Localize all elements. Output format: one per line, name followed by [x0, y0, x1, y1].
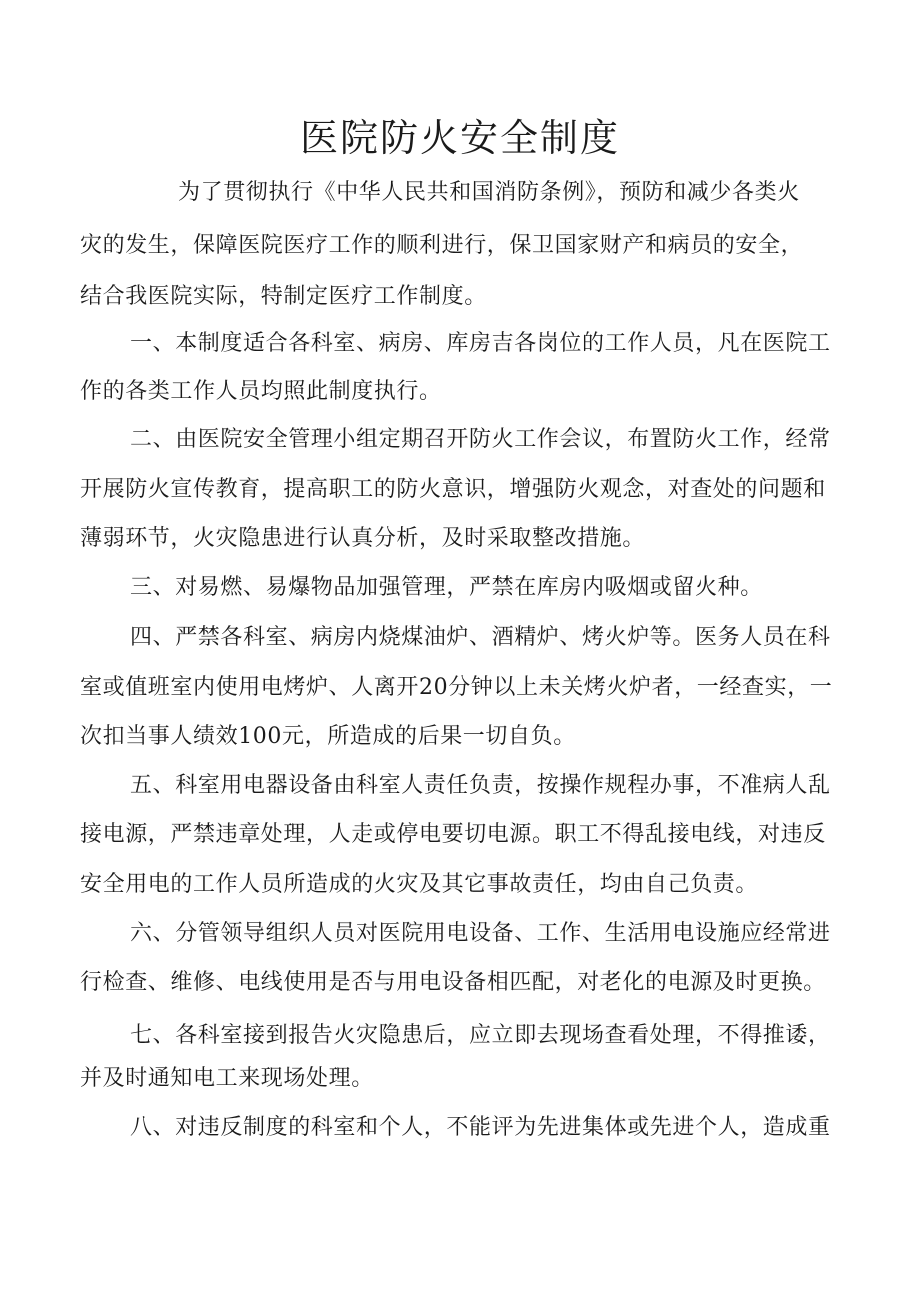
text-line: 接电源，严禁违章处理，人走或停电要切电源。职工不得乱接电线，对违反	[80, 822, 826, 847]
text-line: 室或值班室内使用电烤炉、人离开20分钟以上未关烤火炉者，一经查实，一	[80, 675, 833, 700]
text-line: 开展防火宣传教育，提高职工的防火意识，增强防火观念，对查处的问题和	[80, 477, 826, 502]
text-line: 七、各科室接到报告火灾隐患后，应立即去现场查看处理，不得推诿，	[130, 1023, 831, 1048]
text-line: 结合我医院实际，特制定医疗工作制度。	[80, 284, 487, 309]
document-title: 医院防火安全制度	[299, 116, 620, 160]
text-line: 三、对易燃、易爆物品加强管理，严禁在库房内吸烟或留火种。	[130, 575, 763, 600]
text-line: 次扣当事人绩效100元，所造成的后果一切自负。	[80, 724, 576, 749]
text-line: 灾的发生，保障医院医疗工作的顺利进行，保卫国家财产和病员的安全，	[80, 233, 804, 258]
text-line: 作的各类工作人员均照此制度执行。	[80, 379, 442, 404]
text-line: 四、严禁各科室、病房内烧煤油炉、酒精炉、烤火炉等。医务人员在科	[130, 625, 831, 650]
text-line: 薄弱环节，火灾隐患进行认真分析，及时采取整改措施。	[80, 526, 646, 551]
text-line: 五、科室用电器设备由科室人责任负责，按操作规程办事，不准病人乱	[130, 773, 831, 798]
text-line: 为了贯彻执行《中华人民共和国消防条例》，预防和减少各类火	[178, 180, 800, 205]
text-line: 六、分管领导组织人员对医院用电设备、工作、生活用电设施应经常进	[130, 921, 831, 946]
text-line: 行检查、维修、电线使用是否与用电设备相匹配，对老化的电源及时更换。	[80, 970, 826, 995]
text-line: 安全用电的工作人员所造成的火灾及其它事故责任，均由自己负责。	[80, 872, 759, 897]
text-line: 一、本制度适合各科室、病房、库房吉各岗位的工作人员，凡在医院工	[130, 331, 831, 356]
text-line: 八、对违反制度的科室和个人，不能评为先进集体或先进个人，造成重	[130, 1115, 831, 1140]
text-line: 并及时通知电工来现场处理。	[80, 1066, 374, 1091]
text-line: 二、由医院安全管理小组定期召开防火工作会议，布置防火工作，经常	[130, 427, 831, 452]
